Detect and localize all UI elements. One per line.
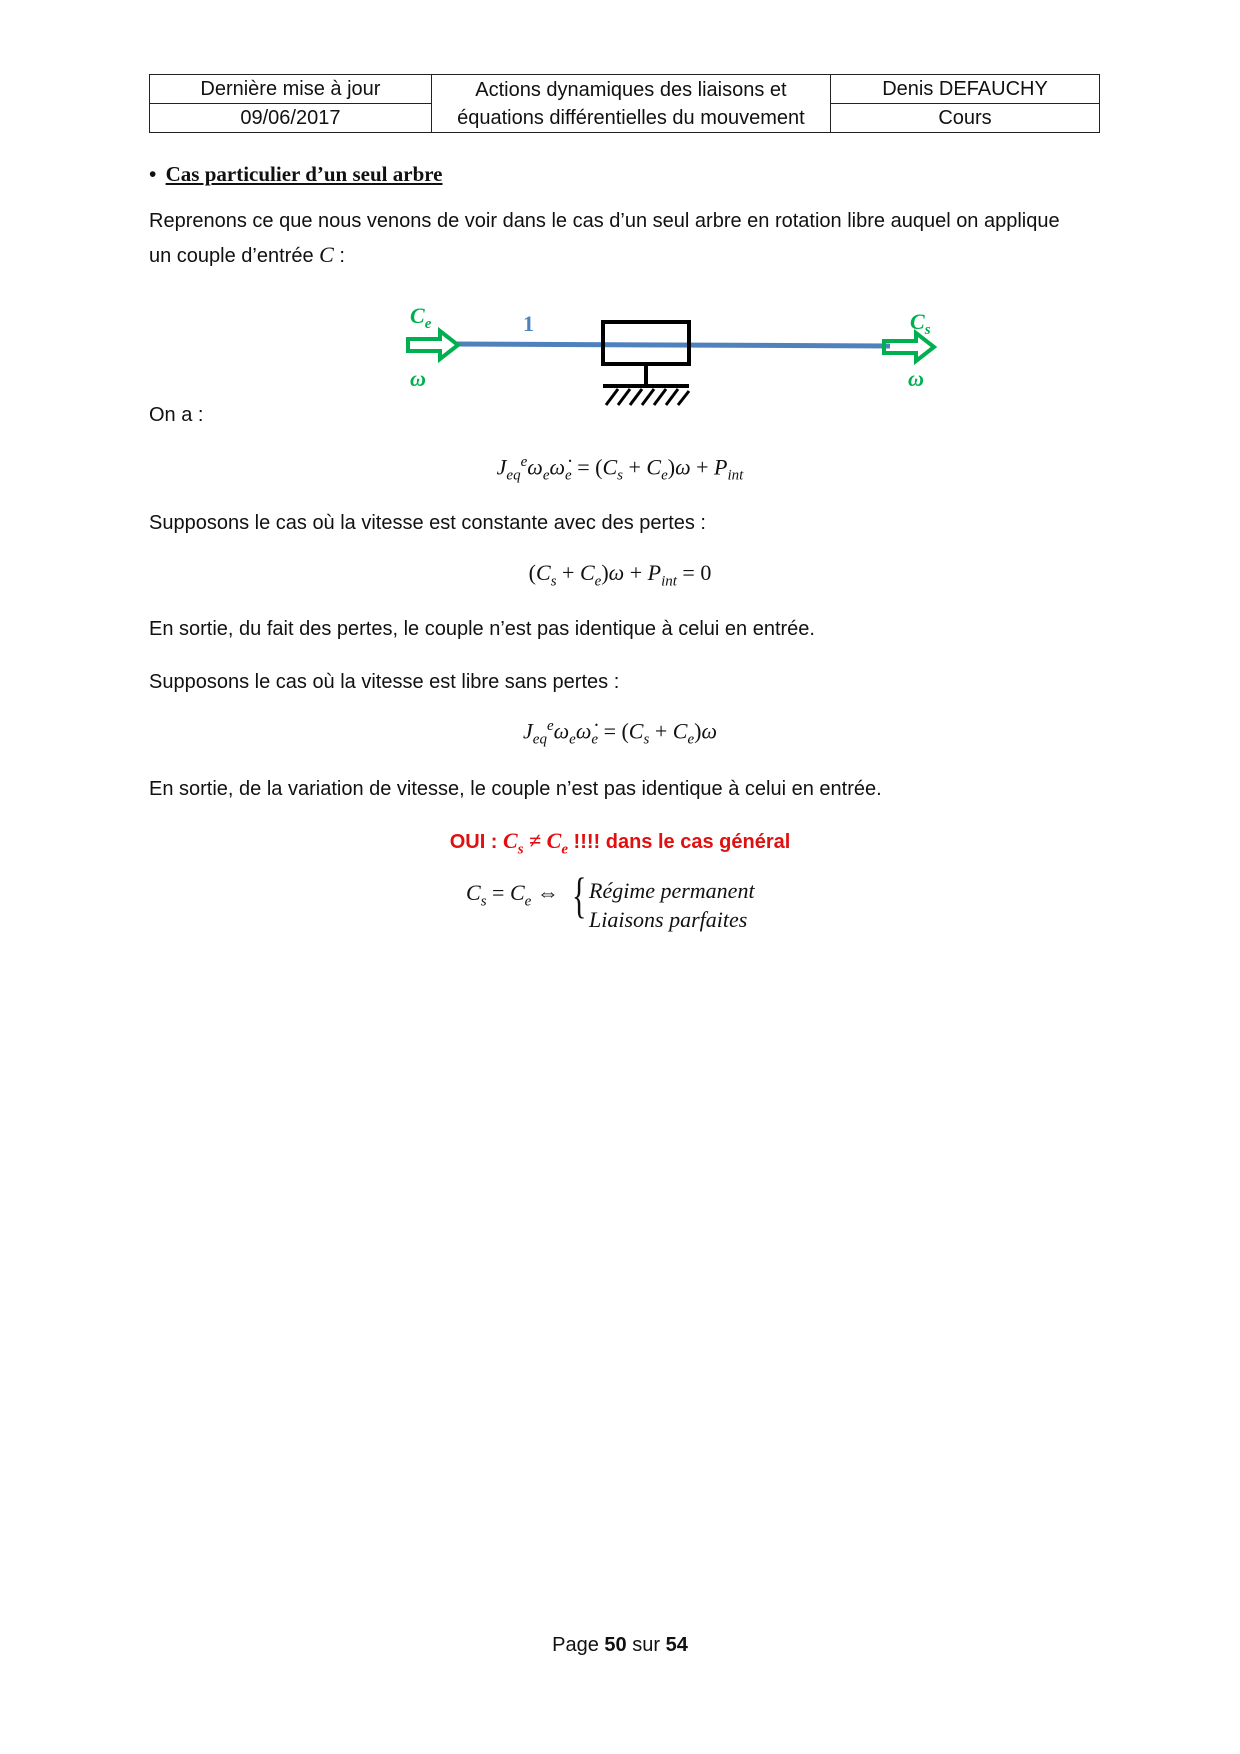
footer-total: 54	[665, 1634, 688, 1656]
highlight-statement	[0, 828, 1240, 858]
equation-free: $J_{eq}^e\omega_e\omegȧ_e = (C_s + C_e)\omega$	[523, 718, 717, 748]
highlight-neq: ≠	[523, 828, 547, 853]
condition-2: Liaisons parfaites	[589, 907, 748, 932]
intro-line2: un couple d’entrée	[149, 245, 320, 267]
shaft-number: 1	[523, 311, 534, 336]
equiv-symbol: ⇔	[536, 880, 559, 905]
input-arrow	[408, 331, 458, 359]
equivalence-brace: {	[572, 867, 587, 923]
on-a-text: On a :	[149, 404, 204, 426]
case-free-text: Supposons le cas où la vitesse est libre sans pertes :	[149, 671, 620, 693]
highlight-suffix: !!!! dans le cas général	[568, 831, 791, 853]
input-speed-label: ω	[410, 366, 426, 391]
shaft	[455, 344, 890, 346]
case-constant-text: Supposons le cas où la vitesse est constante avec des pertes :	[149, 512, 706, 534]
section-title-text: Cas particulier d’un seul arbre	[165, 162, 443, 186]
conclusion-losses-text: En sortie, du fait des pertes, le couple n’est pas identique à celui en entrée.	[149, 618, 815, 640]
update-date: 09/06/2017	[150, 104, 432, 133]
equivalence: $C_s = C_e$ ⇔	[466, 880, 559, 910]
conclusion-speed-text: En sortie, de la variation de vitesse, le couple n’est pas identique à celui en entrée.	[149, 778, 882, 800]
highlight-prefix: OUI :	[449, 831, 504, 853]
torque-symbol: C	[319, 242, 334, 267]
last-update-label: Dernière mise à jour	[150, 75, 432, 104]
footer-of-word: sur	[626, 1634, 666, 1656]
doc-type: Cours	[831, 104, 1100, 133]
output-torque-label: $C_s$	[910, 309, 931, 338]
footer-page-num: 50	[604, 1634, 627, 1656]
output-speed-label: ω	[908, 366, 924, 391]
intro-line1: Reprenons ce que nous venons de voir dans le cas d’un seul arbre en rotation libre auquel on applique	[149, 210, 1060, 232]
shaft-diagram	[0, 0, 1240, 420]
equiv-ce: C	[509, 880, 525, 905]
author: Denis DEFAUCHY	[831, 75, 1100, 104]
title-line2: équations différentielles du mouvement	[457, 106, 805, 129]
bullet: •	[149, 163, 157, 186]
highlight-e: e	[561, 841, 568, 858]
equivalence-conditions	[589, 876, 755, 934]
intro-line2-end: :	[333, 245, 345, 267]
highlight-s: s	[517, 841, 524, 858]
highlight-ce: C	[546, 828, 562, 853]
page-footer	[0, 1634, 1240, 1657]
title-line1: Actions dynamiques des liaisons et	[475, 78, 787, 101]
input-torque-label: $C_e$	[410, 303, 432, 332]
equiv-cs: C	[466, 880, 481, 905]
equation-constant: $(C_s + C_e)\omega + P_{int} = 0$	[528, 560, 712, 590]
highlight-cs: C	[503, 828, 518, 853]
condition-1: Régime permanent	[589, 878, 755, 903]
footer-page-word: Page	[552, 1634, 605, 1656]
equation-energy: $J_{eq}^e\omega_e\omegȧ_e = (C_s + C_e)\omega + P_{int}$	[496, 454, 744, 484]
